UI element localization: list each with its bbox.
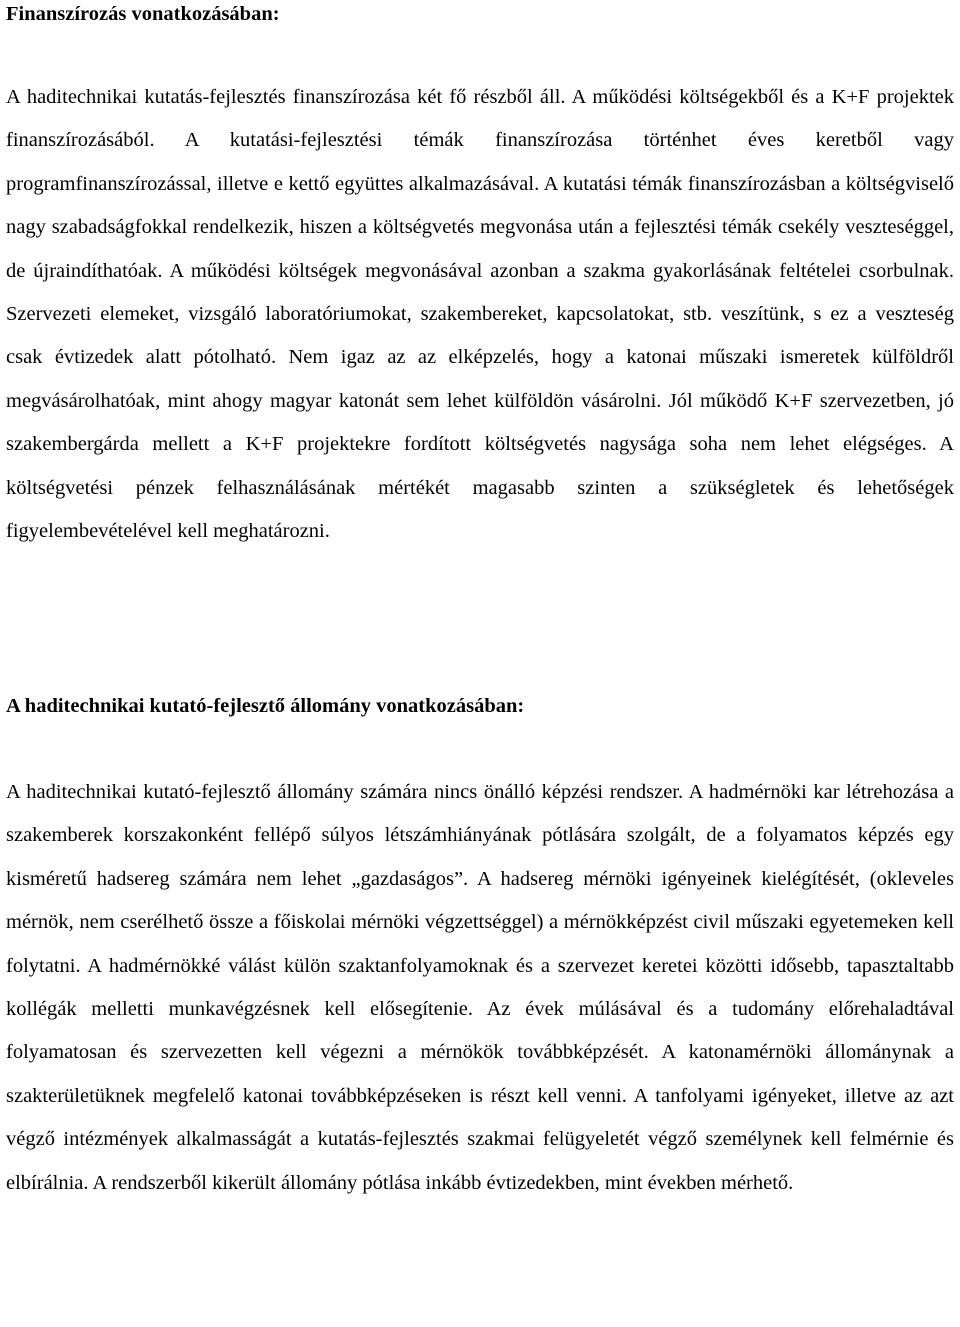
paragraph-financing: A haditechnikai kutatás-fejlesztés finanszírozása két fő részből áll. A működési költségekből és a K+F projektek finanszírozásából. A kutatási-fejlesztési témák finanszírozása történhet éves keretből vagy programfinanszírozással, illetve e kettő együttes alkalmazásával. A kutatási témák finanszírozásban a költségviselő nagy szabadságfokkal rendelkezik, hiszen a költségvetés megvonása után a fejlesztési témák csekély veszteséggel, de újraindíthatóak. A működési költségek megvonásával azonban a szakma gyakorlásának feltételei csorbulnak. Szervezeti elemeket, vizsgáló laboratóriumokat, szakembereket, kapcsolatokat, stb. veszítünk, s ez a veszteség csak évtizedek alatt pótolható. Nem igaz az az elképzelés, hogy a katonai műszaki ismeretek külföldről megvásárolhatóak, mint ahogy magyar katonát sem lehet külföldön vásárolni. Jól működő K+F szervezetben, jó szakembergárda mellett a K+F projektekre fordított költségvetés nagysága soha nem lehet elégséges. A költségvetési pénzek felhasználásának mértékét magasabb szinten a szükségletek és lehetőségek figyelembevételével kell meghatározni. xyxy=(6,86,954,543)
section-heading-staff: A haditechnikai kutató-fejlesztő állomány vonatkozásában: xyxy=(6,695,525,717)
paragraph-staff: A haditechnikai kutató-fejlesztő állomány számára nincs önálló képzési rendszer. A hadmérnöki kar létrehozása a szakemberek korszakonként fellépő súlyos létszámhiányának pótlására szolgált, de a folyamatos képzés egy kisméretű hadsereg számára nem lehet „gazdaságos”. A hadsereg mérnöki igényeinek kielégítését, (okleveles mérnök, nem cserélhető össze a főiskolai mérnöki végzettséggel) a mérnökképzést civil műszaki egyetemeken kell folytatni. A hadmérnökké válást külön szaktanfolyamoknak és a szervezet keretei közötti idősebb, tapasztaltabb kollégák melletti munkavégzésnek kell elősegítenie. Az évek múlásával és a tudomány előrehaladtával folyamatosan és szervezetten kell végezni a mérnökök továbbképzését. A katonamérnöki állománynak a szakterületüknek megfelelő katonai továbbképzéseken is részt kell venni. A tanfolyami igényeket, illetve az azt végző intézmények alkalmasságát a kutatás-fejlesztés szakmai felügyeletét végző személynek kell felmérnie és elbírálnia. A rendszerből kikerült állomány pótlása inkább évtizedekben, mint években mérhető. xyxy=(6,781,954,1194)
section-heading-financing: Finanszírozás vonatkozásában: xyxy=(6,3,280,25)
